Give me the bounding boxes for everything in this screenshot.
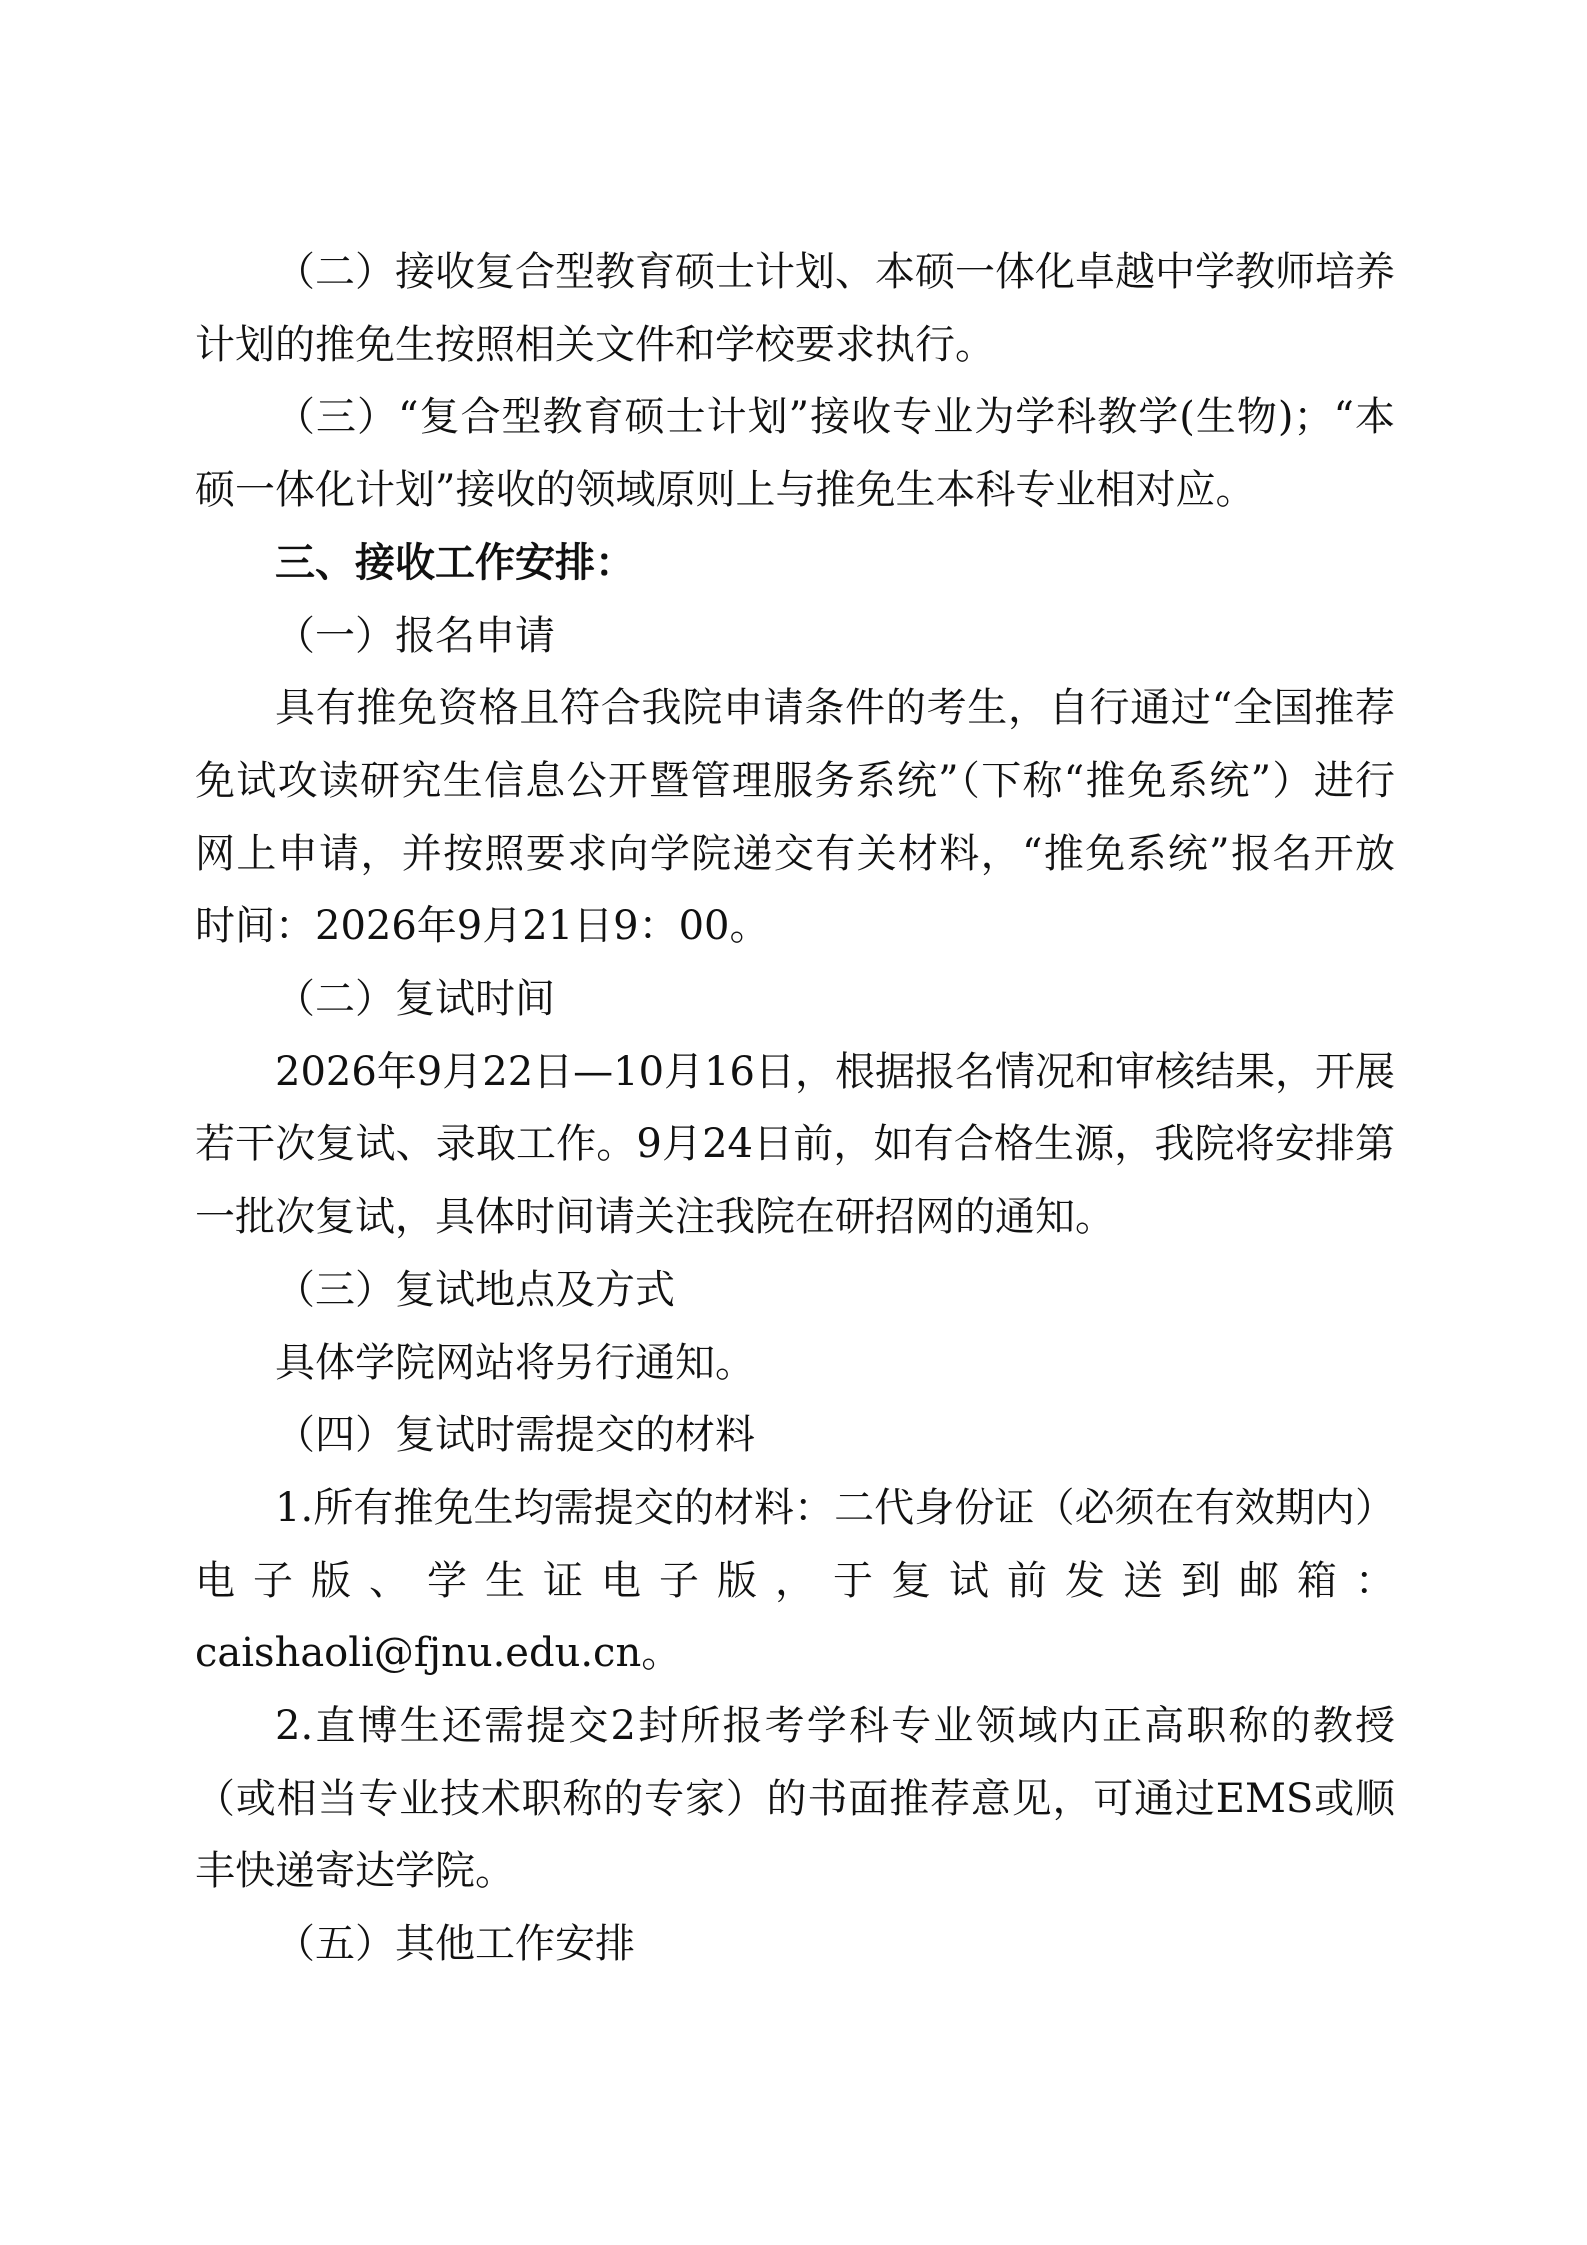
paragraph-admission-majors: （三）“复合型教育硕士计划”接收专业为学科教学(生物)；“本硕一体化计划”接收的领域原则上与推免生本科专业相对应。 [195,394,1395,514]
paragraph-materials-all: 1.所有推免生均需提交的材料：二代身份证（必须在有效期内）电子版、学生证电子版，于复试前发送到邮箱： [195,1484,1395,1604]
section-heading-arrangement: 三、接收工作安排： [275,539,635,586]
subheading-materials: （四）复试时需提交的材料 [275,1412,755,1459]
subheading-interview-location: （三）复试地点及方式 [275,1266,675,1313]
document-page [195,236,1395,1981]
paragraph-registration: 具有推免资格且符合我院申请条件的考生，自行通过“全国推荐免试攻读研究生信息公开暨管理服务系统”（下称“推免系统”）进行网上申请，并按照要求向学院递交有关材料，“推免系统”报名开放时间：2026年9月21日9：00。 [195,685,1395,950]
subheading-registration: （一）报名申请 [275,612,555,659]
paragraph-composite-plan: （二）接收复合型教育硕士计划、本硕一体化卓越中学教师培养计划的推免生按照相关文件和学校要求执行。 [195,249,1395,368]
email-address: caishaoli@fjnu.edu.cn。 [195,1630,682,1677]
paragraph-materials-direct-phd: 2.直博生还需提交2封所报考学科专业领域内正高职称的教授（或相当专业技术职称的专家）的书面推荐意见，可通过EMS或顺丰快递寄达学院。 [195,1703,1395,1895]
paragraph-interview-time: 2026年9月22日—10月16日，根据报名情况和审核结果，开展若干次复试、录取工作。9月24日前，如有合格生源，我院将安排第一批次复试，具体时间请关注我院在研招网的通知。 [195,1048,1395,1241]
subheading-interview-time: （二）复试时间 [275,976,555,1023]
subheading-other-arrangements: （五）其他工作安排 [275,1921,635,1968]
paragraph-interview-location: 具体学院网站将另行通知。 [275,1339,755,1386]
